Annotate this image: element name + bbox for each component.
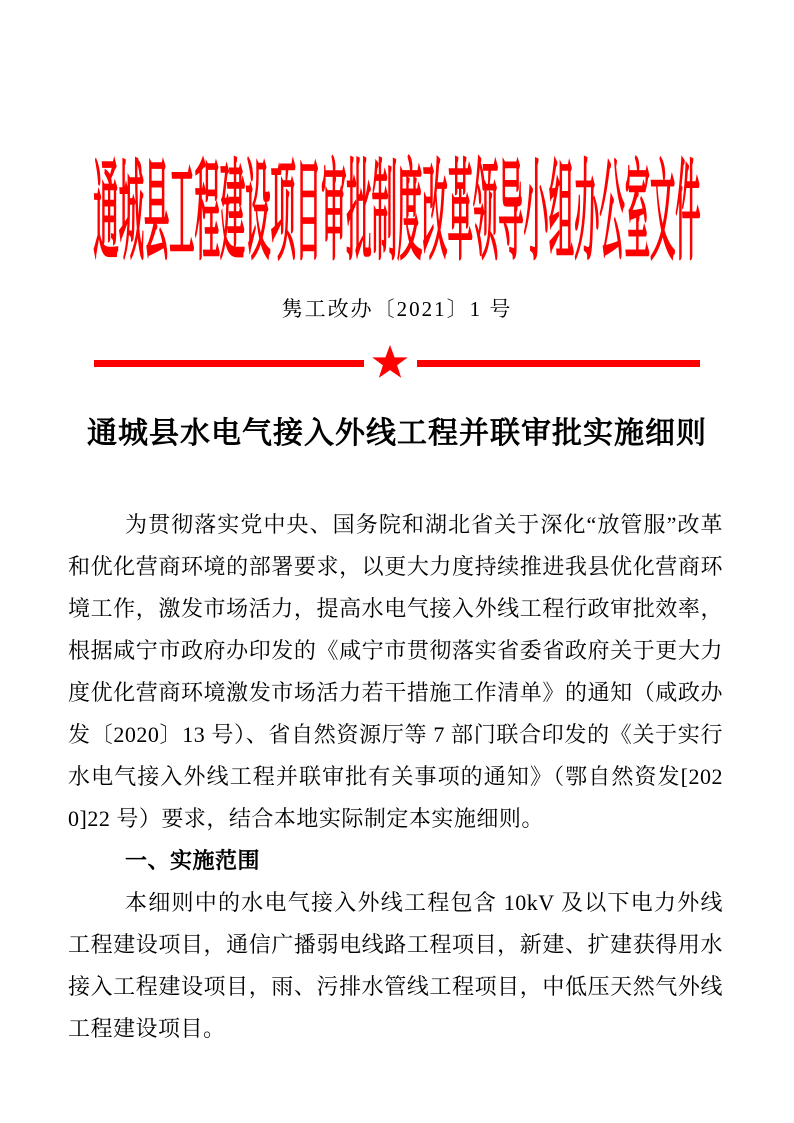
red-rule-left-segment (94, 360, 364, 367)
red-header-banner (0, 151, 794, 274)
red-star-icon (372, 344, 408, 380)
document-number: 隽工改办〔2021〕1 号 (281, 297, 513, 321)
document-body (68, 504, 723, 1050)
document-title: 通城县水电气接入外线工程并联审批实施细则 (87, 417, 707, 450)
red-rule-right-segment (417, 360, 700, 367)
intro-paragraph: 为贯彻落实党中央、国务院和湖北省关于深化“放管服”改革和优化营商环境的部署要求，以更大力度持续推进我县优化营商环境工作，激发市场活力，提高水电气接入外线工程行政审批效率，根据咸宁市政府办印发的《咸宁市贯彻落实省委省政府关于更大力度优化营商环境激发市场活力若干措施工作清单》的通知（咸政办发〔2020〕13 号）、省自然资源厅等 7 部门联合印发的《关于实行水电气接入外线工程并联审批有关事项的通知》（鄂自然资发[2020]22 号）要求，结合本地实际制定本实施细则。 (68, 512, 723, 831)
agency-title: 通城县工程建设项目审批制度改革领导小组办公室文件 (93, 151, 701, 274)
section-1-heading: 一、实施范围 (125, 848, 261, 873)
section-1-paragraph: 本细则中的水电气接入外线工程包含 10kV 及以下电力外线工程建设项目，通信广播弱电线路工程项目，新建、扩建获得用水接入工程建设项目，雨、污排水管线工程项目，中低压天然气外线工程建设项目。 (68, 890, 723, 1041)
